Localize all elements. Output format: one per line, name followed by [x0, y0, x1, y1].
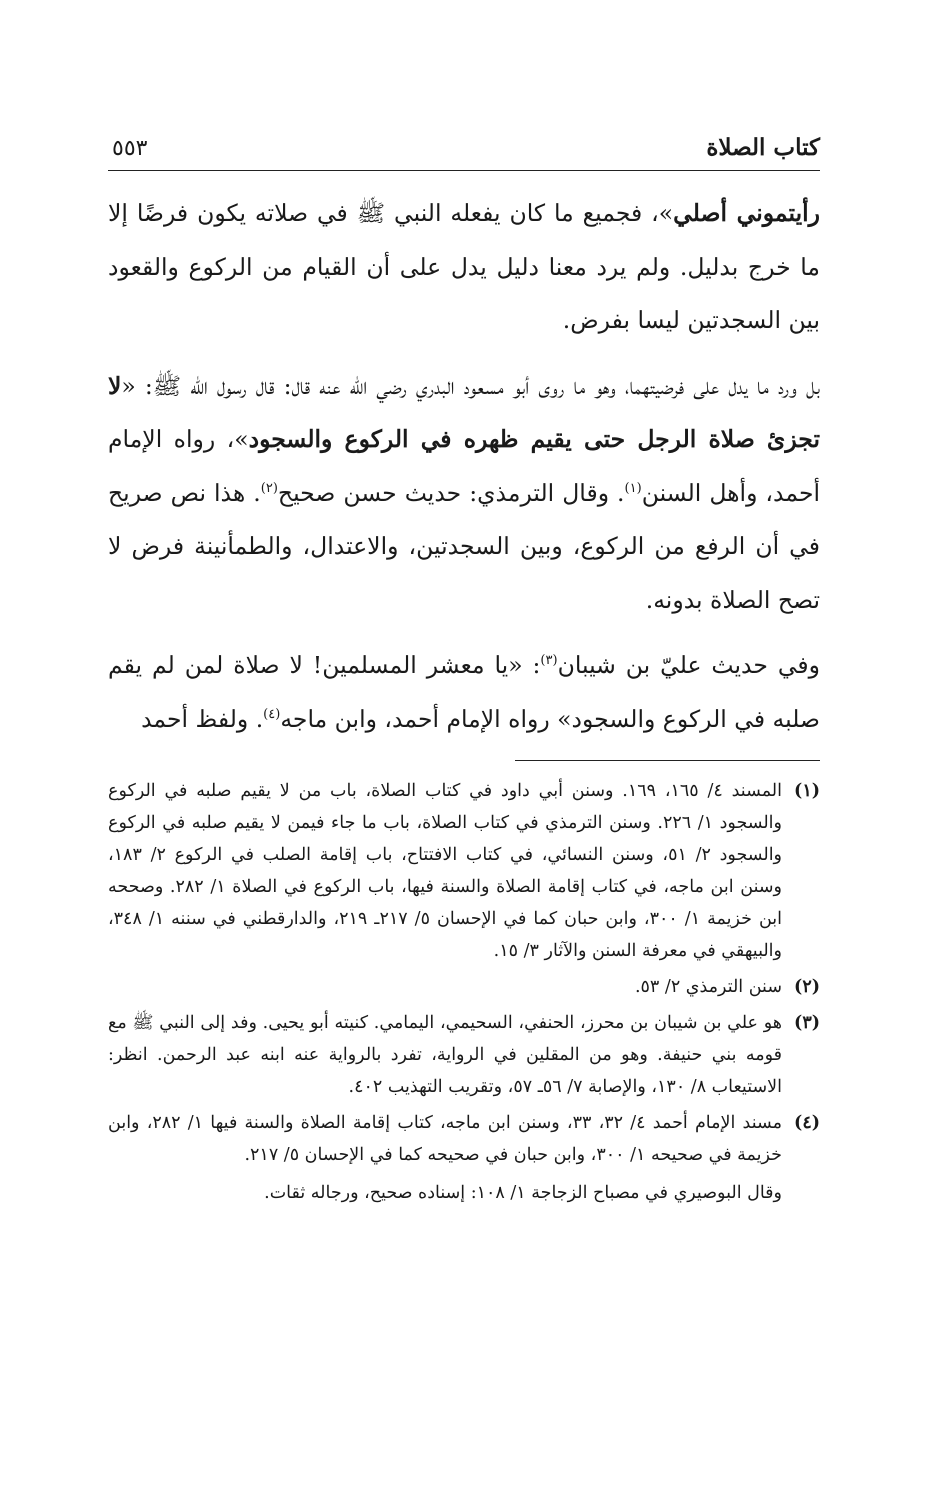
text-run: »، فجميع ما كان يفعله النبي ﷺ في صلاته يكون فرضًا إلا ما خرج بدليل. ولم يرد معنا دليل يدل على أن القيام من الركوع والقعود بين السجدتين ليسا بفرض. [108, 199, 820, 334]
text-run: وفي حديث عليّ بن شيبان [557, 651, 820, 679]
paragraph-1 [108, 187, 820, 348]
footnotes [108, 775, 820, 1209]
footnote-1 [108, 775, 820, 967]
footnote-text: هو علي بن شيبان بن محرز، الحنفي، السحيمي، اليمامي. كنيته أبو يحيى. وفد إلى النبي ﷺ مع قومه بني حنيفة. وهو من المقلين في الرواية، تفرد بالرواية عنه ابنه عبد الرحمن. انظر: الاستيعاب ٨/ ١٣٠، والإصابة ٧/ ٥٦ـ ٥٧، وتقريب التهذيب ٤٠٢. [108, 1013, 782, 1097]
footnote-4 [108, 1107, 820, 1171]
footnote-ref-3[interactable]: (٣) [540, 653, 558, 669]
paragraph-3 [108, 639, 820, 746]
main-text [108, 187, 820, 746]
book-page [108, 130, 820, 1209]
text-run: . هذا نص صريح في أن الرفع من الركوع، وبين السجدتين، والاعتدال، والطمأنينة فرض لا تصح الصلاة بدونه. [108, 478, 820, 614]
footnote-text: مسند الإمام أحمد ٤/ ٣٢، ٣٣، وسنن ابن ماجه، كتاب إقامة الصلاة والسنة فيها ١/ ٢٨٢، وابن خزيمة في صحيحه ١/ ٣٠٠، وابن حبان في صحيحه كما في الإحسان ٥/ ٢١٧. [108, 1113, 782, 1165]
text-run: : «يا معشر المسلمين! لا صلاة لمن لم يقم صلبه في الركوع والسجود» رواه الإمام أحمد، وابن ماجه [108, 651, 820, 733]
paragraph-2 [108, 360, 820, 628]
footnote-2 [108, 971, 820, 1003]
footnote-text: سنن الترمذي ٢/ ٥٣. [634, 977, 782, 997]
text-run: بل ورد ما يدل على فرضيتهما، وهو ما روى أبو مسعود البدري رضي الله عنه قال: قال رسول الله ﷺ: « [121, 371, 821, 400]
text-run: »، رواه الإمام أحمد، وأهل السنن [108, 425, 820, 507]
footnote-number: (٣) [794, 1013, 820, 1033]
footnote-ref-2[interactable]: (٢) [260, 480, 278, 496]
footnote-number: (٢) [794, 977, 820, 997]
page-number: ٥٥٣ [112, 136, 148, 161]
footnote-number: (٤) [794, 1113, 820, 1133]
hadith-quote: لا تجزئ صلاة الرجل حتى يقيم ظهره في الركوع والسجود [108, 371, 820, 453]
footnote-text: المسند ٤/ ١٦٥، ١٦٩. وسنن أبي داود في كتاب الصلاة، باب من لا يقيم صلبه في الركوع والسجود ١/ ٢٢٦. وسنن الترمذي في كتاب الصلاة، باب ما جاء فيمن لا يقيم صلبه في الركوع والسجود ٢/ ٥١، وسنن النسائي، في كتاب الافتتاح، باب إقامة الصلب في الركوع ٢/ ١٨٣، وسنن ابن ماجه، في كتاب إقامة الصلاة والسنة فيها، باب الركوع في الصلاة ١/ ٢٨٢. وصححه ابن خزيمة ١/ ٣٠٠، وابن حبان كما في الإحسان ٥/ ٢١٧ـ ٢١٩، والدارقطني في سننه ١/ ٣٤٨، والبيهقي في معرفة السنن والآثار ٣/ ١٥. [108, 781, 783, 961]
footnote-3 [108, 1007, 820, 1103]
footnote-4-continuation: وقال البوصيري في مصباح الزجاجة ١/ ١٠٨: إسناده صحيح، ورجاله ثقات. [264, 1183, 782, 1203]
footnote-ref-4[interactable]: (٤) [263, 706, 281, 722]
page-header [108, 130, 820, 170]
footnote-number: (١) [794, 781, 820, 801]
footnote-ref-1[interactable]: (١) [624, 480, 642, 496]
running-title: كتاب الصلاة [706, 134, 820, 161]
quote-bold: رأيتموني أصلي [673, 199, 820, 227]
text-run: . وقال الترمذي: حديث حسن صحيح [277, 478, 625, 507]
header-rule [108, 170, 820, 171]
text-run: . ولفظ أحمد [141, 704, 264, 733]
footnote-rule [515, 760, 820, 761]
